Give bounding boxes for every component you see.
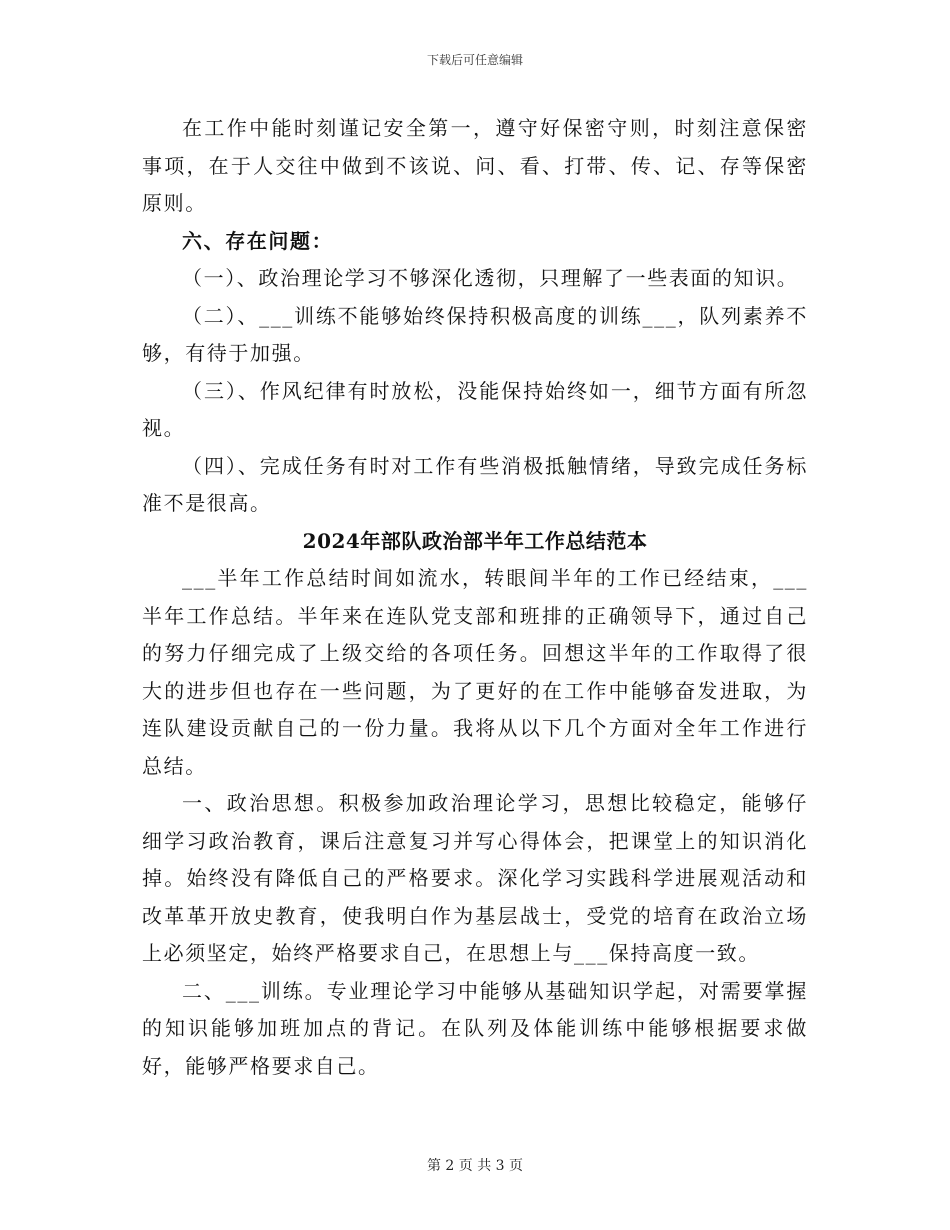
training-paragraph: 二、___训练。专业理论学习中能够从基础知识学起，对需要掌握的知识能够加班加点的背记。在队列及体能训练中能够根据要求做好，能够严格要求自己。 [142, 978, 808, 1078]
problem-item-2: （二）、___训练不能够始终保持积极高度的训练___，队列素养不够，有待于加强。 [142, 303, 808, 365]
problem-item-1: （一）、政治理论学习不够深化透彻，只理解了一些表面的知识。 [182, 266, 799, 290]
problem-item-3: （三）、作风纪律有时放松，没能保持始终如一，细节方面有所忽视。 [142, 378, 808, 440]
political-thought-paragraph: 一、政治思想。积极参加政治理论学习，思想比较稳定，能够仔细学习政治教育，课后注意复习并写心得体会，把课堂上的知识消化掉。始终没有降低自己的严格要求。深化学习实践科学进展观活动和改革革开放史教育，使我明白作为基层战士，受党的培育在政治立场上必须坚定，始终严格要求自己，在思想上与___保持高度一致。 [142, 791, 808, 965]
document-title: 2024年部队政治部半年工作总结范本 [302, 528, 648, 553]
section-heading-problems: 六、存在问题： [182, 228, 334, 253]
page-number: 第 2 页 共 3 页 [426, 1158, 524, 1174]
document-body [142, 110, 808, 1085]
continuation-paragraph: 在工作中能时刻谨记安全第一，遵守好保密守则，时刻注意保密事项，在于人交往中做到不该说、问、看、打带、传、记、存等保密原则。 [142, 116, 808, 215]
problem-item-4: （四）、完成任务有时对工作有些消极抵触情绪，导致完成任务标准不是很高。 [142, 453, 808, 515]
page-header-note: 下载后可任意编辑 [426, 53, 523, 67]
intro-paragraph: ___半年工作总结时间如流水，转眼间半年的工作已经结束，___半年工作总结。半年来在连队党支部和班排的正确领导下，通过自己的努力仔细完成了上级交给的各项任务。回想这半年的工作取得了很大的进步但也存在一些问题，为了更好的在工作中能够奋发进取，为连队建设贡献自己的一份力量。我将从以下几个方面对全年工作进行总结。 [142, 566, 808, 778]
